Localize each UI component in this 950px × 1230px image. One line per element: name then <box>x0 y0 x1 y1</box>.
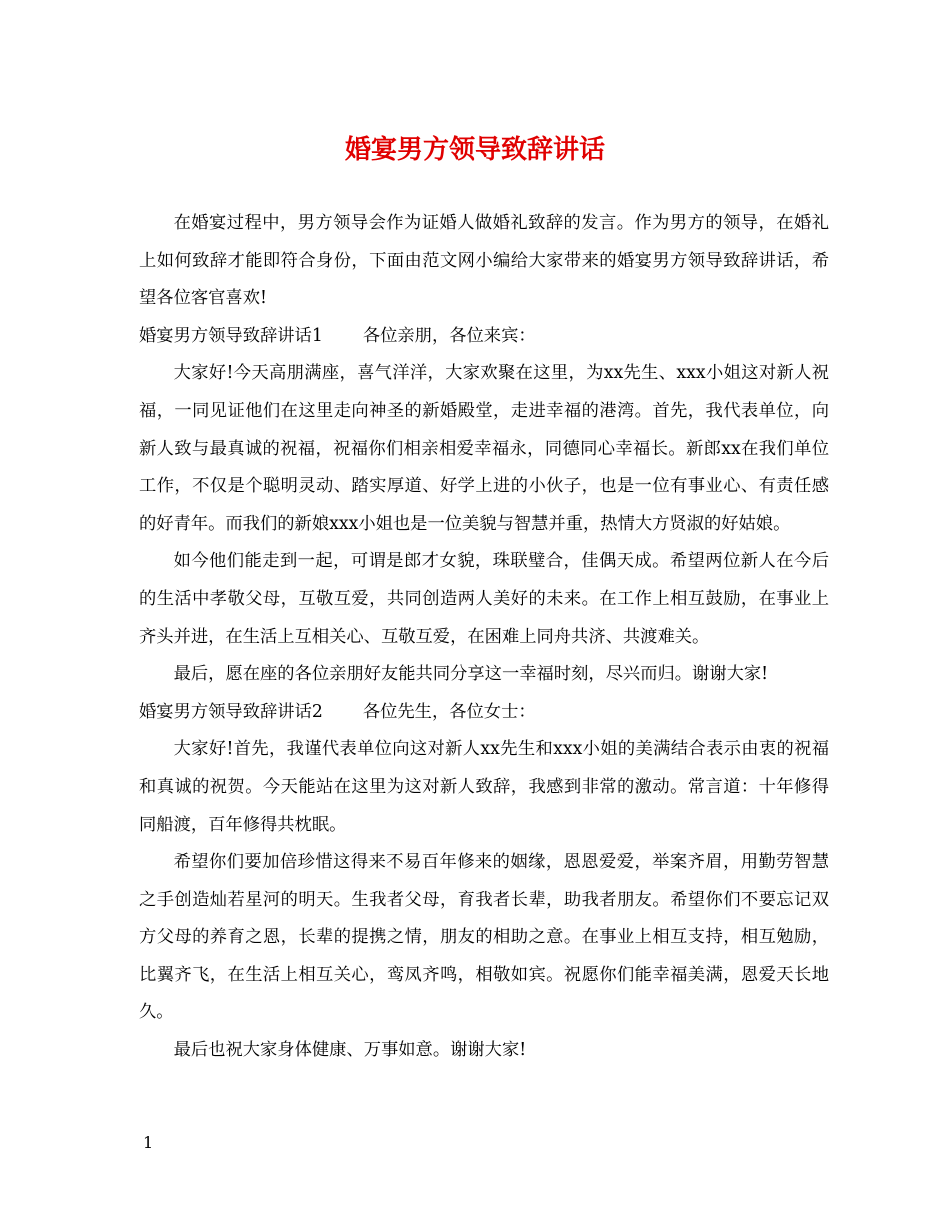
speech-2-paragraph-2: 希望你们要加倍珍惜这得来不易百年修来的姻缘，恩恩爱爱，举案齐眉，用勤劳智慧之手创造灿若星河的明天。生我者父母，育我者长辈，助我者朋友。希望你们不要忘记双方父母的养育之恩，长辈的提携之情，朋友的相助之意。在事业上相互支持，相互勉励，比翼齐飞，在生活上相互关心，鸾凤齐鸣，相敬如宾。祝愿你们能幸福美满，恩爱天长地久。 <box>139 852 829 1023</box>
page-number: 1 <box>143 1133 154 1152</box>
speech-salutation-1: 各位亲朋，各位来宾： <box>362 325 536 346</box>
speech-1-paragraph-2: 如今他们能走到一起，可谓是郎才女貌，珠联璧合，佳偶天成。希望两位新人在今后的生活中孝敬父母，互敬互爱，共同创造两人美好的未来。在工作上相互鼓励，在事业上齐头并进，在生活上互相关心、互敬互爱，在困难上同舟共济、共渡难关。 <box>139 551 829 647</box>
speech-2-paragraph-3: 最后也祝大家身体健康、万事如意。谢谢大家! <box>173 1040 527 1061</box>
speech-title-2: 婚宴男方领导致辞讲话2 <box>139 701 323 722</box>
speech-heading-1 <box>139 318 829 356</box>
speech-heading-2 <box>139 694 829 732</box>
speech-salutation-2: 各位先生，各位女士： <box>362 701 536 722</box>
speech-title-1: 婚宴男方领导致辞讲话1 <box>139 325 323 346</box>
speech-2-paragraph-1: 大家好!首先，我谨代表单位向这对新人xx先生和xxx小姐的美满结合表示由衷的祝福和真诚的祝贺。今天能站在这里为这对新人致辞，我感到非常的激动。常言道：十年修得同船渡，百年修得共枕眠。 <box>139 739 829 835</box>
page-title: 婚宴男方领导致辞讲话 <box>344 135 605 165</box>
intro-paragraph: 在婚宴过程中，男方领导会作为证婚人做婚礼致辞的发言。作为男方的领导，在婚礼上如何致辞才能即符合身份，下面由范文网小编给大家带来的婚宴男方领导致辞讲话，希望各位客官喜欢! <box>139 213 829 309</box>
speech-1-paragraph-3: 最后，愿在座的各位亲朋好友能共同分享这一幸福时刻，尽兴而归。谢谢大家! <box>173 664 769 685</box>
speech-1-paragraph-1: 大家好!今天高朋满座，喜气洋洋，大家欢聚在这里，为xx先生、xxx小姐这对新人祝福，一同见证他们在这里走向神圣的新婚殿堂，走进幸福的港湾。首先，我代表单位，向新人致与最真诚的祝福，祝福你们相亲相爱幸福永，同德同心幸福长。新郎xx在我们单位工作，不仅是个聪明灵动、踏实厚道、好学上进的小伙子，也是一位有事业心、有责任感的好青年。而我们的新娘xxx小姐也是一位美貌与智慧并重，热情大方贤淑的好姑娘。 <box>139 363 829 534</box>
document-body <box>139 205 829 1070</box>
